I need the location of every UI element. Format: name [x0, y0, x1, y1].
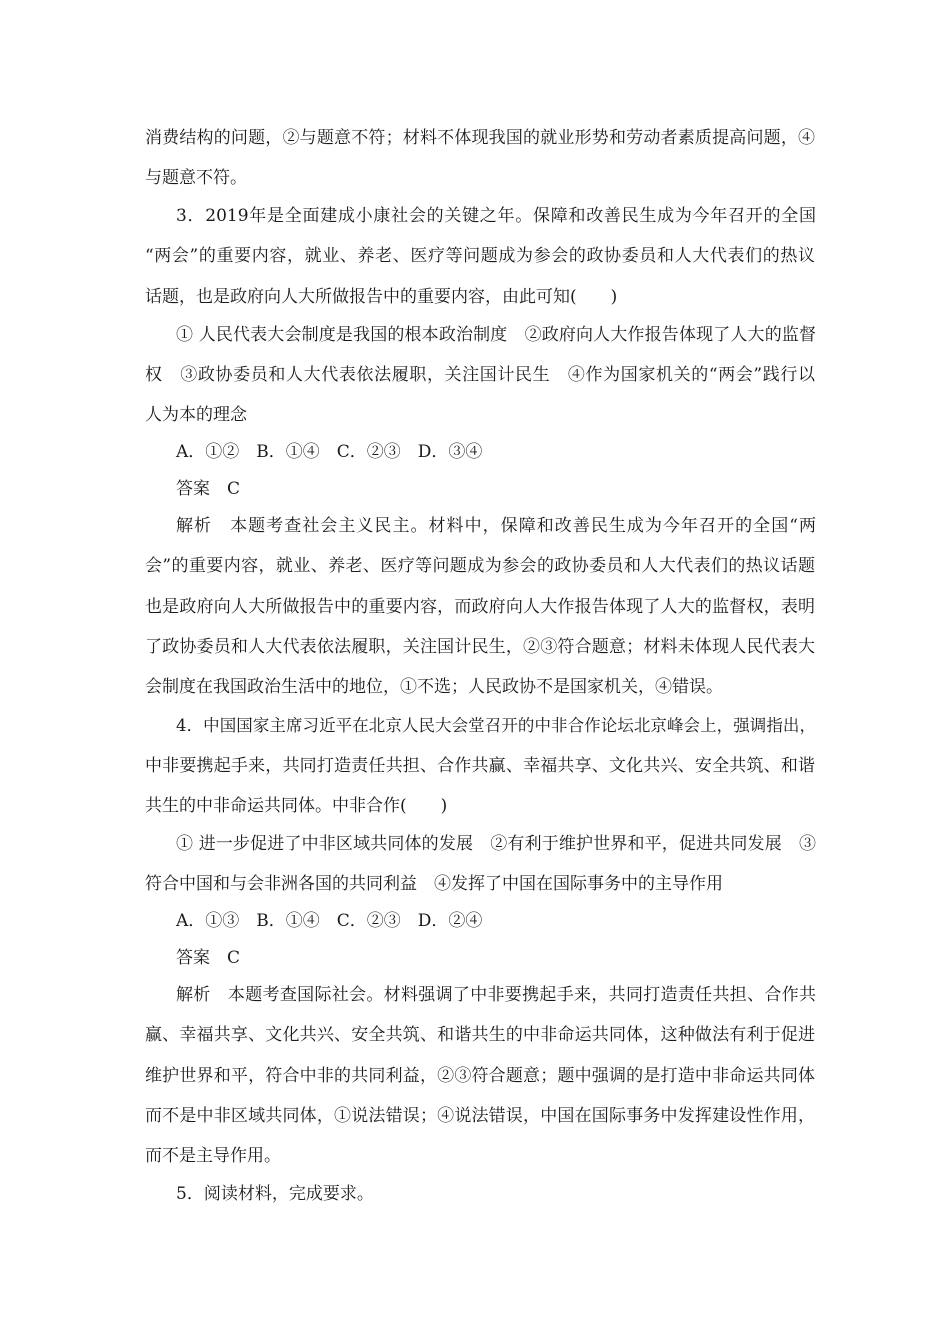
question-3-options: ① 人民代表大会制度是我国的根本政治制度 ②政府向人大作报告体现了人大的监督 [176, 325, 816, 345]
question-3-stem: 3．2019年是全面建成小康社会的关键之年。保障和改善民生成为今年召开的全国 [176, 206, 816, 226]
text-line: 而不是主导作用。 [145, 1146, 281, 1166]
text-line: 与题意不符。 [145, 168, 247, 188]
text-line: 而不是中非区域共同体，①说法错误；④说法错误，中国在国际事务中发挥建设性作用， [145, 1106, 815, 1126]
text-line: 会制度在我国政治生活中的地位，①不选；人民政协不是国家机关，④错误。 [145, 677, 723, 697]
text-line: 共生的中非命运共同体。中非合作( ) [145, 796, 448, 816]
question-4-answer: 答案 C [176, 948, 241, 968]
question-3-answer: 答案 C [176, 479, 241, 499]
text-line: 维护世界和平，符合中非的共同利益，②③符合题意；题中强调的是打造中非命运共同体 [145, 1066, 815, 1086]
text-line: 赢、幸福共享、文化共兴、安全共筑、和谐共生的中非命运共同体，这种做法有利于促进 [145, 1025, 815, 1045]
text-line: 权 ③政协委员和人大代表依法履职，关注国计民生 ④作为国家机关的“两会”践行以 [145, 365, 815, 385]
question-4-analysis: 解析 本题考查国际社会。材料强调了中非要携起手来，共同打造责任共担、合作共 [176, 985, 816, 1005]
text-line: 中非要携起手来，共同打造责任共担、合作共赢、幸福共享、文化共兴、安全共筑、和谐 [145, 756, 815, 776]
question-3-choices: A．①② B．①④ C．②③ D．③④ [176, 442, 483, 462]
text-line: 会”的重要内容，就业、养老、医疗等问题成为参会的政协委员和人大代表们的热议话题 [145, 556, 815, 576]
text-line: 了政协委员和人大代表依法履职，关注国计民生，②③符合题意；材料未体现人民代表大 [145, 637, 815, 657]
text-line: 也是政府向人大所做报告中的重要内容，而政府向人大作报告体现了人大的监督权，表明 [145, 597, 815, 617]
question-5-stem: 5．阅读材料，完成要求。 [176, 1184, 374, 1204]
question-4-options: ① 进一步促进了中非区域共同体的发展 ②有利于维护世界和平，促进共同发展 ③ [176, 834, 816, 854]
text-line: 人为本的理念 [145, 405, 247, 425]
question-3-analysis: 解析 本题考查社会主义民主。材料中，保障和改善民生成为今年召开的全国“两 [176, 516, 816, 536]
question-4-stem: 4．中国国家主席习近平在北京人民大会堂召开的中非合作论坛北京峰会上，强调指出， [176, 716, 816, 735]
question-4-choices: A．①③ B．①④ C．②③ D．②④ [176, 911, 483, 931]
text-line: 话题，也是政府向人大所做报告中的重要内容，由此可知( ) [145, 287, 618, 307]
text-line: 消费结构的问题，②与题意不符；材料不体现我国的就业形势和劳动者素质提高问题，④ [145, 128, 815, 148]
text-line: 符合中国和与会非洲各国的共同利益 ④发挥了中国在国际事务中的主导作用 [145, 874, 723, 894]
text-line: “两会”的重要内容，就业、养老、医疗等问题成为参会的政协委员和人大代表们的热议 [145, 246, 815, 266]
